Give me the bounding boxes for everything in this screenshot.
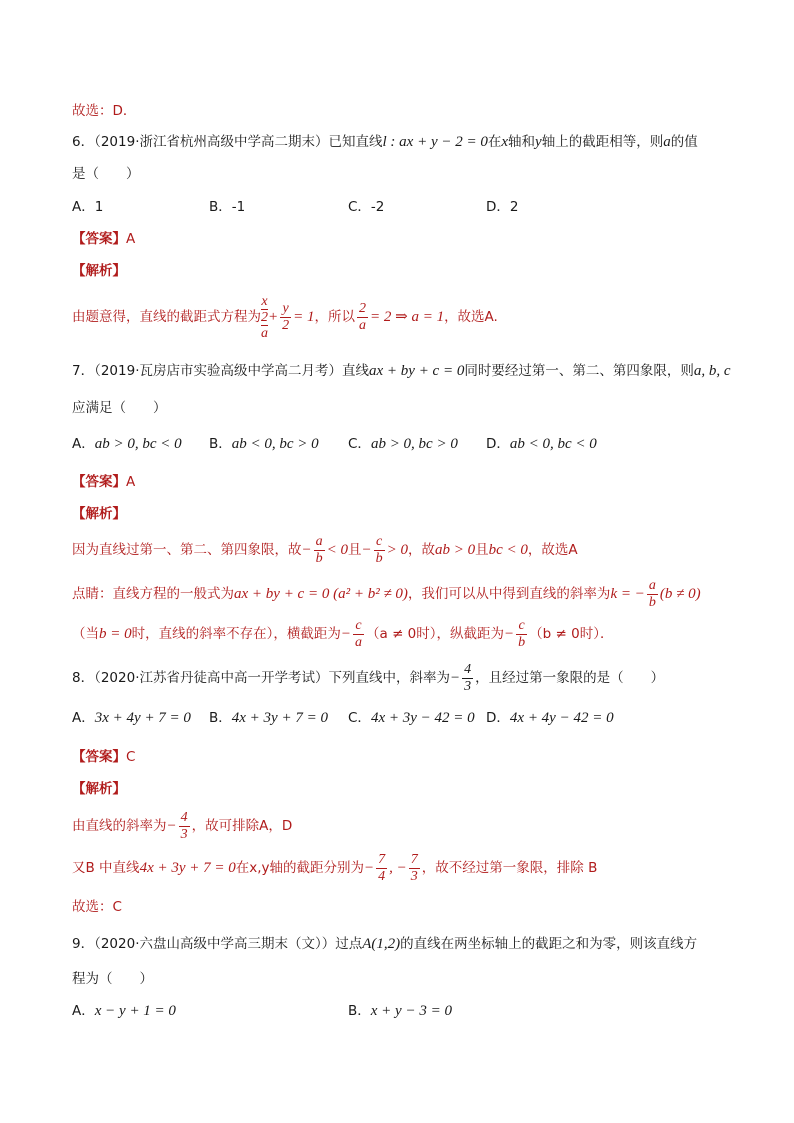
solution-text: 由题意得，直线的截距式方程为 (72, 309, 261, 325)
math-plus: + (268, 309, 279, 325)
solution-text: ，所以 (314, 309, 355, 325)
q7-analysis-tag: 【解析】 (72, 506, 126, 522)
q6-line-equation: l : ax + y − 2 = 0 (382, 134, 488, 150)
q7-note-frac: $\frac{a}{b}$ (648, 577, 656, 610)
q6-solution (72, 292, 498, 346)
q7-note-frac-cb: $\frac{c}{b}$ (518, 617, 526, 650)
q7-vars: a, b, c (693, 363, 731, 379)
q7-note-line2: （当b = 0时，直线的斜率不存在），横截距为− $\frac{c}{a}$ （a ≠ 0时），纵截距为− $\frac{c}{b}$ （b ≠ 0时）． (72, 617, 614, 650)
q6-stem-line1 (72, 133, 698, 151)
q7-answer (72, 473, 135, 491)
answer-tag: 【答案】 (72, 474, 126, 490)
answer-value: A (126, 231, 136, 247)
q9-stem-line1: 9．（2020·六盘山高级中学高三期末（文））过点A(1,2)的直线在两坐标轴上的截距之和为零，则该直线方 (72, 936, 698, 952)
q8-conclusion: 故选：C (72, 899, 122, 915)
q7-solution: 因为直线过第一、第二、第四象限，故− $\frac{a}{b}$ < 0且− $\frac{c}{b}$ > 0，故ab > 0且bc < 0，故选A (72, 533, 578, 566)
q8-option-d: D．4x + 4y − 42 = 0 (486, 710, 614, 726)
q9-stem-line2: 程为（ ） (72, 971, 153, 987)
q6-stem-text: 轴上的截距相等，则 (541, 134, 664, 150)
q8-sol-frac-74: $\frac{7}{4}$ (378, 851, 386, 884)
frac-denominator: a (261, 325, 268, 341)
q7-option-a: A．ab > 0, bc < 0 (72, 436, 182, 452)
q8-sol-frac-73: $\frac{7}{3}$ (410, 851, 418, 884)
q6-option-c: C．-2 (348, 199, 385, 215)
math-text: = 1 (293, 309, 315, 325)
q8-solution-line1: 由直线的斜率为− $\frac{4}{3}$ ，故可排除A，D (72, 809, 293, 842)
q6-nested-fraction (261, 294, 268, 341)
q6-frac-y: $\frac{y}{2}$ (282, 300, 290, 333)
q6-stem-text: 的值 (670, 134, 698, 150)
frac-numerator: x (261, 293, 268, 309)
q7-stem-source: 7．（2019·瓦房店市实验高级中学高二月考）直线 (72, 363, 369, 379)
q7-stem-line1 (72, 362, 731, 380)
answer-tag: 【答案】 (72, 231, 126, 247)
answer-value: A (126, 474, 136, 490)
q6-stem-source: 6．（2019·浙江省杭州高级中学高二期末）已知直线 (72, 134, 383, 150)
q9-option-b: B．x + y − 3 = 0 (348, 1003, 452, 1019)
q6-stem-text: 轴和 (508, 134, 536, 150)
solution-text: ，故选A. (444, 309, 498, 325)
q8-analysis-tag: 【解析】 (72, 781, 126, 797)
q6-option-a: A．1 (72, 199, 104, 215)
q8-sol-frac: $\frac{4}{3}$ (180, 809, 188, 842)
q6-frac-2a: $\frac{2}{a}$ (359, 300, 366, 333)
q7-frac-cb: $\frac{c}{b}$ (375, 533, 383, 566)
q7-frac-ab: $\frac{a}{b}$ (315, 533, 323, 566)
q6-option-d: D．2 (486, 199, 519, 215)
q6-option-b: B．-1 (209, 199, 246, 215)
frac-numerator: 2 (261, 309, 268, 325)
q6-a-var: a (663, 134, 671, 150)
q8-option-a: A．3x + 4y + 7 = 0 (72, 710, 191, 726)
q6-answer (72, 230, 135, 248)
answer-value: C (126, 749, 136, 765)
q6-x-var: x (501, 134, 509, 150)
q8-slope-frac: $\frac{4}{3}$ (464, 661, 472, 694)
q7-stem-text: 同时要经过第一、第二、第四象限，则 (464, 363, 694, 379)
q6-stem-line2: 是（ ） (72, 166, 140, 182)
q9-option-a: A．x − y + 1 = 0 (72, 1003, 176, 1019)
q5-conclusion: 故选：D． (72, 103, 137, 119)
q8-answer (72, 748, 135, 766)
q8-option-c: C．4x + 3y − 42 = 0 (348, 710, 475, 726)
q7-stem-line2: 应满足（ ） (72, 400, 167, 416)
q7-note-line1: 点睛：直线方程的一般式为ax + by + c = 0 (a² + b² ≠ 0)，我们可以从中得到直线的斜率为k = − $\frac{a}{b}$ (b ≠ 0) (72, 577, 701, 610)
q7-option-b: B．ab < 0, bc > 0 (209, 436, 319, 452)
q7-option-c: C．ab > 0, bc > 0 (348, 436, 458, 452)
q8-option-b: B．4x + 3y + 7 = 0 (209, 710, 328, 726)
answer-tag: 【答案】 (72, 749, 126, 765)
math-text: = 2 ⇒ a = 1 (370, 309, 445, 325)
q7-line-equation: ax + by + c = 0 (369, 363, 465, 379)
q8-solution-line2: 又B 中直线4x + 3y + 7 = 0在x,y轴的截距分别为− $\frac{7}{4}$ , − $\frac{7}{3}$ ，故不经过第一象限，排除 B (72, 851, 598, 884)
q6-y-var: y (535, 134, 542, 150)
q8-stem: 8．（2020·江苏省丹徒高中高一开学考试）下列直线中，斜率为− $\frac{4}{3}$ ，且经过第一象限的是（ ） (72, 661, 665, 694)
q7-note-frac-ca: $\frac{c}{a}$ (355, 617, 362, 650)
q6-analysis-tag: 【解析】 (72, 263, 126, 279)
q6-stem-text: 在 (487, 134, 502, 150)
q7-option-d: D．ab < 0, bc < 0 (486, 436, 597, 452)
